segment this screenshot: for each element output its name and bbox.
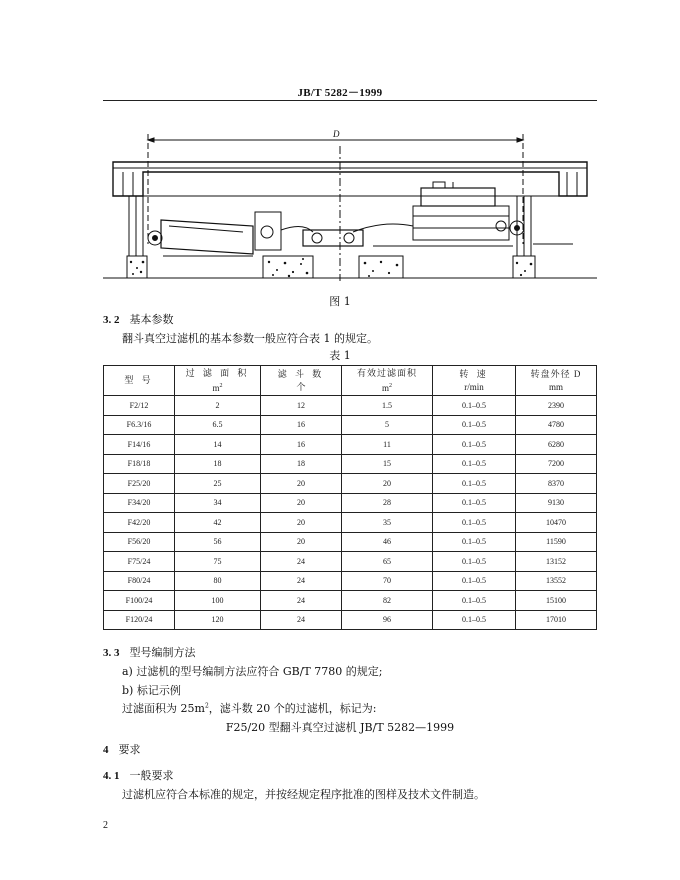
table-cell: F25/20 xyxy=(104,474,175,494)
table-cell: 13552 xyxy=(516,571,597,591)
table-row xyxy=(104,591,597,611)
table-cell: 28 xyxy=(342,493,433,513)
table-cell: F6.3/16 xyxy=(104,415,175,435)
table-cell: 0.1–0.5 xyxy=(433,610,516,630)
page-number: 2 xyxy=(103,820,108,831)
header-diameter: 转盘外径 D mm xyxy=(516,366,597,396)
table-cell: 24 xyxy=(261,552,342,572)
section-4-heading: 4 要求 xyxy=(103,743,141,756)
table-row xyxy=(104,610,597,630)
table-cell: 16 xyxy=(261,415,342,435)
table-cell: F100/24 xyxy=(104,591,175,611)
table-cell: 2 xyxy=(175,396,261,416)
table-row xyxy=(104,396,597,416)
table-cell: 12 xyxy=(261,396,342,416)
page-header: JB/T 5282－1999 xyxy=(297,87,383,99)
table-row xyxy=(104,474,597,494)
table-cell: 35 xyxy=(342,513,433,533)
table-cell: 0.1–0.5 xyxy=(433,571,516,591)
table-cell: 20 xyxy=(261,532,342,552)
table-cell: 15100 xyxy=(516,591,597,611)
table-cell: 0.1–0.5 xyxy=(433,435,516,455)
table-cell: F120/24 xyxy=(104,610,175,630)
table-cell: 4780 xyxy=(516,415,597,435)
table-cell: 6.5 xyxy=(175,415,261,435)
table-cell: 20 xyxy=(261,474,342,494)
table-cell: 7200 xyxy=(516,454,597,474)
figure-caption: 图 1 xyxy=(329,295,351,308)
table-cell: F80/24 xyxy=(104,571,175,591)
table-header-row xyxy=(104,366,597,396)
table-cell: 6280 xyxy=(516,435,597,455)
table-cell: 14 xyxy=(175,435,261,455)
table-cell: 46 xyxy=(342,532,433,552)
section-3-2-heading: 3. 2 基本参数 xyxy=(103,313,174,326)
table-cell: 0.1–0.5 xyxy=(433,396,516,416)
header-rule xyxy=(103,100,597,101)
header-filter-area: 过 滤 面 积 $m^2$ xyxy=(175,366,261,396)
table-cell: F75/24 xyxy=(104,552,175,572)
table-cell: F34/20 xyxy=(104,493,175,513)
table-cell: 70 xyxy=(342,571,433,591)
table-cell: 0.1–0.5 xyxy=(433,513,516,533)
table-cell: 5 xyxy=(342,415,433,435)
table-cell: 16 xyxy=(261,435,342,455)
table-cell: 1.5 xyxy=(342,396,433,416)
table-cell: F56/20 xyxy=(104,532,175,552)
table-cell: 2390 xyxy=(516,396,597,416)
table-cell: 96 xyxy=(342,610,433,630)
table-cell: F18/18 xyxy=(104,454,175,474)
table-cell: 10470 xyxy=(516,513,597,533)
table-cell: 42 xyxy=(175,513,261,533)
table-cell: 0.1–0.5 xyxy=(433,454,516,474)
table-cell: 100 xyxy=(175,591,261,611)
table-cell: 18 xyxy=(261,454,342,474)
section-4-1-text: 过滤机应符合本标准的规定，并按经规定程序批准的图样及技术文件制造。 xyxy=(122,788,485,801)
item-a: a) 过滤机的型号编制方法应符合 GB/T 7780 的规定; xyxy=(122,665,383,678)
section-3-2-text: 翻斗真空过滤机的基本参数一般应符合表 1 的规定。 xyxy=(122,332,378,345)
table-cell: 80 xyxy=(175,571,261,591)
table-row xyxy=(104,435,597,455)
table-cell: 20 xyxy=(261,513,342,533)
table-cell: 24 xyxy=(261,571,342,591)
table-cell: 0.1–0.5 xyxy=(433,474,516,494)
table-caption: 表 1 xyxy=(329,349,351,362)
table-row xyxy=(104,532,597,552)
table-row xyxy=(104,552,597,572)
table-cell: 65 xyxy=(342,552,433,572)
table-cell: 56 xyxy=(175,532,261,552)
table-cell: F2/12 xyxy=(104,396,175,416)
table-row xyxy=(104,571,597,591)
header-model: 型 号 xyxy=(104,366,175,396)
table-cell: 20 xyxy=(261,493,342,513)
table-row xyxy=(104,493,597,513)
example-intro: 过滤面积为 $25m^2$，滤斗数 20 个的过滤机，标记为: xyxy=(122,702,377,715)
parameters-table xyxy=(103,365,597,630)
table-cell: 0.1–0.5 xyxy=(433,532,516,552)
table-cell: 18 xyxy=(175,454,261,474)
table-cell: 0.1–0.5 xyxy=(433,415,516,435)
table-cell: 0.1–0.5 xyxy=(433,552,516,572)
example-mark: F25/20 型翻斗真空过滤机 JB/T 5282—1999 xyxy=(225,721,455,734)
table-cell: 24 xyxy=(261,591,342,611)
table-cell: 75 xyxy=(175,552,261,572)
header-pan-count: 滤 斗 数 个 xyxy=(261,366,342,396)
header-effective-area: 有效过滤面积 $m^2$ xyxy=(342,366,433,396)
table-cell: 9130 xyxy=(516,493,597,513)
table-cell: 24 xyxy=(261,610,342,630)
table-row xyxy=(104,415,597,435)
table-cell: F42/20 xyxy=(104,513,175,533)
table-cell: 11590 xyxy=(516,532,597,552)
table-cell: 13152 xyxy=(516,552,597,572)
table-cell: 25 xyxy=(175,474,261,494)
table-cell: 0.1–0.5 xyxy=(433,493,516,513)
table-cell: 8370 xyxy=(516,474,597,494)
table-cell: 82 xyxy=(342,591,433,611)
table-row xyxy=(104,454,597,474)
table-cell: F14/16 xyxy=(104,435,175,455)
table-cell: 120 xyxy=(175,610,261,630)
table-cell: 17010 xyxy=(516,610,597,630)
item-b: b) 标记示例 xyxy=(122,684,181,697)
table-cell: 20 xyxy=(342,474,433,494)
section-4-1-heading: 4. 1 一般要求 xyxy=(103,769,174,782)
table-cell: 15 xyxy=(342,454,433,474)
dimension-label: D xyxy=(333,129,340,139)
table-cell: 11 xyxy=(342,435,433,455)
section-3-3-heading: 3. 3 型号编制方法 xyxy=(103,646,196,659)
table-cell: 0.1–0.5 xyxy=(433,591,516,611)
table-row xyxy=(104,513,597,533)
header-speed: 转 速 r/min xyxy=(433,366,516,396)
figure-1-drawing xyxy=(103,126,597,286)
table-cell: 34 xyxy=(175,493,261,513)
